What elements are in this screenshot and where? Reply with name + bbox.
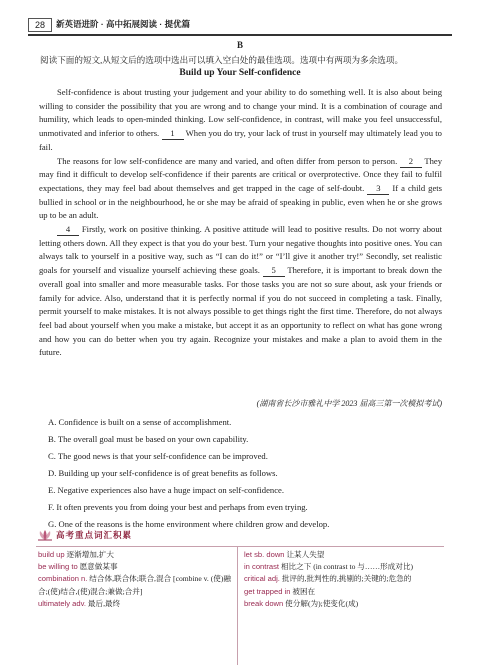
- vocab-term: combination n.: [38, 574, 88, 584]
- section-letter: B: [236, 40, 243, 50]
- vocab-entry: [38, 598, 233, 610]
- paragraph-text: Firstly, work on positive thinking. A positive attitude will lead to positive results. Do not worry about letting others down. All they expect is that you do your best. Turn your negative thoughts into positive ones. You can always talk to yourself in a positive way, such as “I can do it!” or “I’ll give it another try!” Secondly, set realistic goals for yourself and visualize yourself achieving these goals.: [39, 224, 442, 276]
- vocab-definition: 被困在: [292, 586, 316, 596]
- paragraph-text: The reasons for low self-confidence are many and varied, and often differ from person to person.: [57, 155, 398, 166]
- vocab-entry: [38, 561, 233, 573]
- vocab-column-right: [244, 549, 442, 610]
- option-d[interactable]: D. Building up your self-confidence is of great benefits as follows.: [48, 468, 278, 478]
- option-a[interactable]: A. Confidence is built on a sense of accomplishment.: [48, 417, 232, 427]
- vocab-title: 高考重点词汇积累: [56, 530, 133, 540]
- vocab-term: in contrast: [244, 562, 280, 572]
- vocab-entry: [38, 549, 233, 561]
- option-f[interactable]: F. It often prevents you from doing your best and perhaps from even trying.: [48, 502, 308, 512]
- option-g[interactable]: G. One of the reasons is the home environment where children grow and develop.: [48, 519, 330, 529]
- vocab-header: [36, 528, 236, 542]
- vocab-entry: [244, 598, 442, 610]
- blank-2[interactable]: 2: [400, 156, 422, 168]
- page-number: 28: [28, 18, 52, 32]
- vocab-entry: [244, 549, 442, 561]
- vocab-definition: 让某人失望: [286, 550, 325, 559]
- option-e[interactable]: E. Negative experiences also have a huge impact on self-confidence.: [48, 485, 284, 495]
- passage-title: Build up Your Self-confidence: [179, 68, 301, 78]
- blank-3[interactable]: 3: [367, 183, 389, 195]
- header-rule: [28, 34, 452, 36]
- paragraph-3: [39, 223, 442, 360]
- vocab-term: break down: [244, 598, 284, 608]
- vocab-term: get trapped in: [244, 586, 291, 596]
- instruction-text: 阅读下面的短文,从短文后的选项中选出可以填入空白处的最佳选项。选项中有两项为多余选项。: [40, 55, 404, 65]
- page-header: [28, 18, 452, 32]
- vocab-table: [36, 546, 444, 665]
- vocab-definition: 批评的,批判性的,挑剔的;关键的;危急的: [281, 574, 412, 584]
- paragraph-text: Therefore, it is important to break down the overall goal into smaller and more measurable tasks. For those tasks you are not so sure about, ask your friends or family for advice. Also, understand that it is perfectly normal if you do not succeed in completing a task. Finally, permit yourself to make mistakes. It is not always possible to get things right the first time. Therefore, do not always feel bad about yourself when you make a mistake, but accept it as an opportunity to reflect on what has gone wrong and how you can do better when you try again. Recognize your mistakes and make a plan to avoid them in the future.: [39, 265, 442, 358]
- vocab-definition: 最后,最终: [87, 598, 121, 608]
- vocab-term: critical adj.: [244, 574, 280, 584]
- option-c[interactable]: C. The good news is that your self-confidence can be improved.: [48, 451, 268, 461]
- blank-5[interactable]: 5: [263, 265, 285, 277]
- vocab-definition: 逐渐增加,扩大: [66, 550, 114, 559]
- blank-4[interactable]: 4: [57, 224, 79, 236]
- paragraph-text: If a child gets bullied in school or in the neighbourhood, he or she may be afraid of speaking in public, even when he or she grows up to be an adult.: [39, 182, 443, 221]
- paragraph-text: Self-confidence is about trusting your judgement and your ability to do something well. It is also about being willing to consider the possibility that you are wrong and to change your mind. It is a combination of courage and humility, which leads to open-minded thinking. Low self-confidence, in contrast, will make you feel unsuccessful, unmotivated and inferior to others.: [39, 87, 442, 139]
- vocab-entry: [244, 586, 442, 598]
- vocab-definition: 使分解(为);使变化(成): [285, 598, 359, 608]
- vocab-term: build up: [38, 550, 65, 559]
- vocab-definition: 结合体,联合体;联合,混合 [combine v. (使)融合;(使)结合,(使)混合;兼做;合并]: [38, 574, 231, 596]
- vocab-column-left: [38, 549, 233, 610]
- book-title: 新英语进阶 · 高中拓展阅读 · 提优篇: [56, 19, 191, 29]
- vocab-term: let sb. down: [244, 550, 285, 559]
- paragraph-text: They may find it difficult to develop self-confidence if their parents are critical or overprotective. Once they fail to fulfil expectations, they may feel bad about themselves and get trapped in the cage of self-doubt.: [39, 155, 442, 193]
- vocab-entry: [38, 573, 233, 597]
- paragraph-2: [39, 155, 442, 224]
- vocab-definition: 相比之下 (in contrast to 与……形成对比): [280, 562, 413, 572]
- option-b[interactable]: B. The overall goal must be based on your own capability.: [48, 434, 249, 444]
- paragraph-1: [39, 86, 442, 155]
- source-citation: (湖南省长沙市雅礼中学 2023 届高三第一次模拟考试): [256, 399, 442, 408]
- blank-1[interactable]: 1: [162, 128, 184, 140]
- paragraph-text: When you do try, your lack of trust in yourself may ultimately lead you to fail.: [39, 128, 442, 152]
- vocab-divider: [237, 547, 238, 665]
- passage-body: [39, 86, 442, 360]
- options-list: [48, 414, 438, 533]
- lotus-icon: [36, 529, 54, 541]
- vocab-definition: 愿意做某事: [79, 562, 118, 572]
- vocab-term: ultimately adv.: [38, 598, 86, 608]
- vocab-entry: [244, 561, 442, 573]
- vocab-entry: [244, 573, 442, 585]
- vocab-term: be willing to: [38, 562, 78, 572]
